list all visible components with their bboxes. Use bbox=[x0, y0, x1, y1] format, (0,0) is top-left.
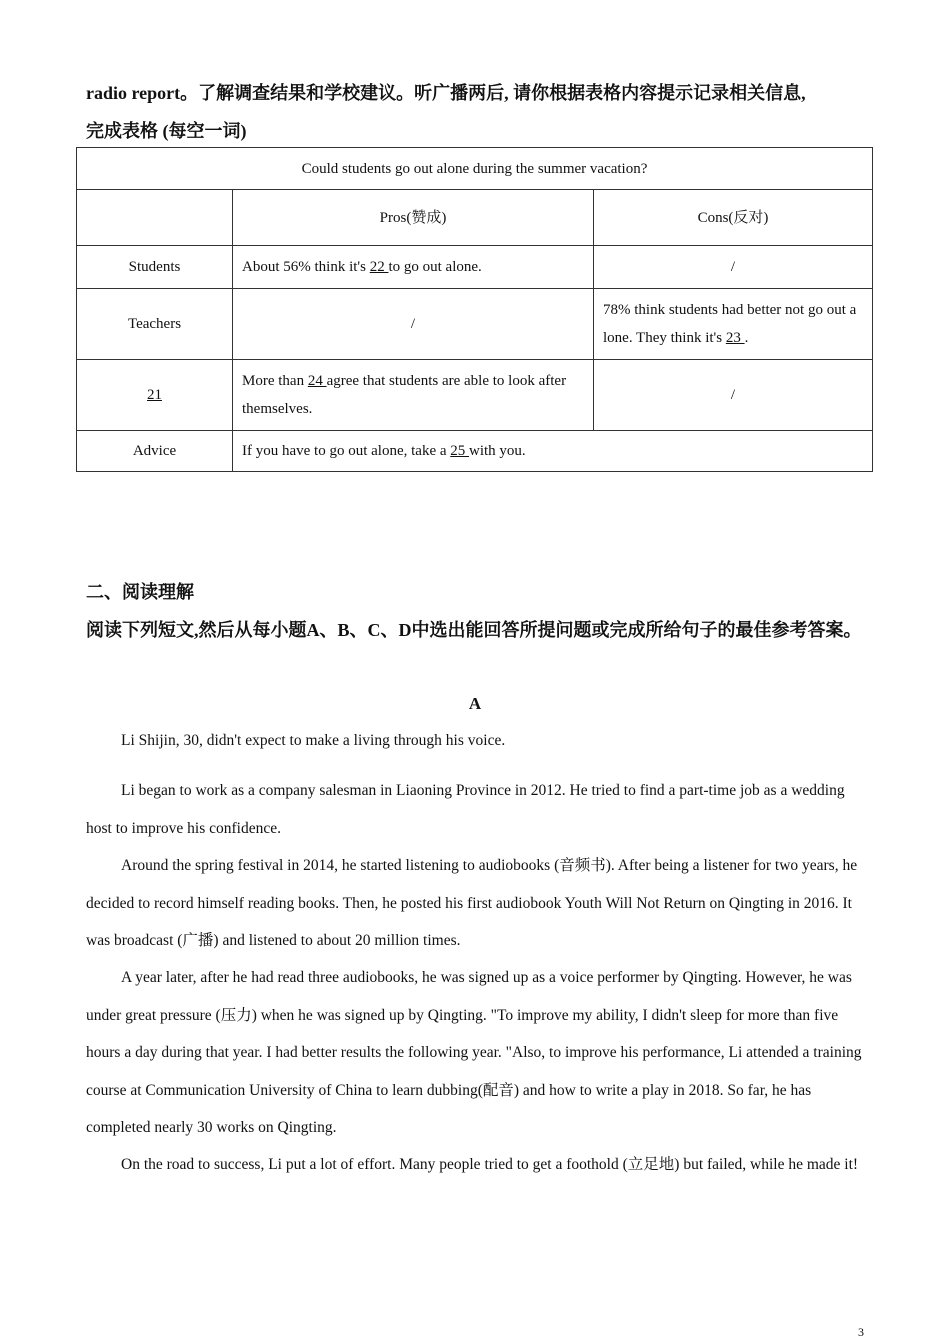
blank-25: 25 bbox=[450, 443, 470, 459]
survey-table bbox=[76, 147, 873, 472]
table-row bbox=[77, 289, 873, 360]
cell-text: . bbox=[744, 330, 749, 346]
cell-text: 78% think students had better not go out a lone. They think it's bbox=[603, 302, 857, 346]
pros-cell bbox=[233, 360, 594, 431]
page-number: 3 bbox=[858, 1325, 864, 1339]
header-cons: Cons(反对) bbox=[594, 190, 873, 246]
blank-24: 24 bbox=[307, 373, 327, 389]
passage-paragraph-3: Around the spring festival in 2014, he started listening to audiobooks (音频书). After being a listener for two years, he decided to record himself reading books. Then, he posted his first audiobook Youth Will Not Return on Qingting in 2016. It was broadcast (广播) and listened to about 20 million times. bbox=[86, 857, 858, 949]
table-title-row bbox=[77, 148, 873, 190]
cell-text: agree that students are able to look after themselves. bbox=[242, 373, 567, 417]
instruction-line-1: radio report。了解调查结果和学校建议。听广播两后, 请你根据表格内容提示记录相关信息, bbox=[86, 83, 806, 103]
cell-text: If you have to go out alone, take a bbox=[242, 443, 451, 459]
pros-cell bbox=[233, 246, 594, 289]
blank-21: 21 bbox=[147, 387, 162, 403]
cell-text: to go out alone. bbox=[388, 259, 482, 275]
passage-paragraph-2: Li began to work as a company salesman in Liaoning Province in 2012. He tried to find a part-time job as a wedding host to improve his confidence. bbox=[86, 782, 845, 837]
table-header-row bbox=[77, 190, 873, 246]
reading-instructions: 阅读下列短文,然后从每小题A、B、C、D中选出能回答所提问题或完成所给句子的最佳参考答案。 bbox=[86, 620, 862, 640]
cons-cell: / bbox=[594, 360, 873, 431]
passage-paragraph-4: A year later, after he had read three audiobooks, he was signed up as a voice performer by Qingting. However, he was under great pressure (压力) when he was signed up by Qingting. "To improve my ability, I didn't sleep for more than five hours a day during that year. I had better results the following year. "Also, to improve his performance, Li attended a training course at Communication University of China to learn dubbing(配音) and how to write a play in 2018. So far, he has completed nearly 30 works on Qingting. bbox=[86, 969, 862, 1136]
header-pros: Pros(赞成) bbox=[233, 190, 594, 246]
table-row bbox=[77, 246, 873, 289]
pros-cell: / bbox=[233, 289, 594, 360]
passage-paragraph-1: Li Shijin, 30, didn't expect to make a living through his voice. bbox=[121, 732, 506, 749]
section-title: 二、阅读理解 bbox=[86, 582, 194, 602]
blank-23: 23 bbox=[725, 330, 745, 346]
header-empty-cell bbox=[77, 190, 233, 246]
cell-text: with you. bbox=[469, 443, 526, 459]
passage-heading: A bbox=[468, 694, 482, 713]
row-label: Students bbox=[77, 246, 233, 289]
cell-text: More than bbox=[242, 373, 308, 389]
row-label: Advice bbox=[77, 431, 233, 472]
cons-cell bbox=[594, 289, 873, 360]
table-row bbox=[77, 431, 873, 472]
instruction-line-2: 完成表格 (每空一词) bbox=[86, 121, 247, 141]
advice-cell bbox=[233, 431, 873, 472]
blank-22: 22 bbox=[369, 259, 389, 275]
row-label bbox=[77, 360, 233, 431]
listening-instructions bbox=[86, 74, 876, 150]
passage-paragraph-5: On the road to success, Li put a lot of effort. Many people tried to get a foothold (立足地) but failed, while he made it! bbox=[121, 1156, 859, 1173]
cell-text: About 56% think it's bbox=[242, 259, 370, 275]
table-row bbox=[77, 360, 873, 431]
table-title: Could students go out alone during the summer vacation? bbox=[77, 148, 873, 190]
row-label: Teachers bbox=[77, 289, 233, 360]
cons-cell: / bbox=[594, 246, 873, 289]
